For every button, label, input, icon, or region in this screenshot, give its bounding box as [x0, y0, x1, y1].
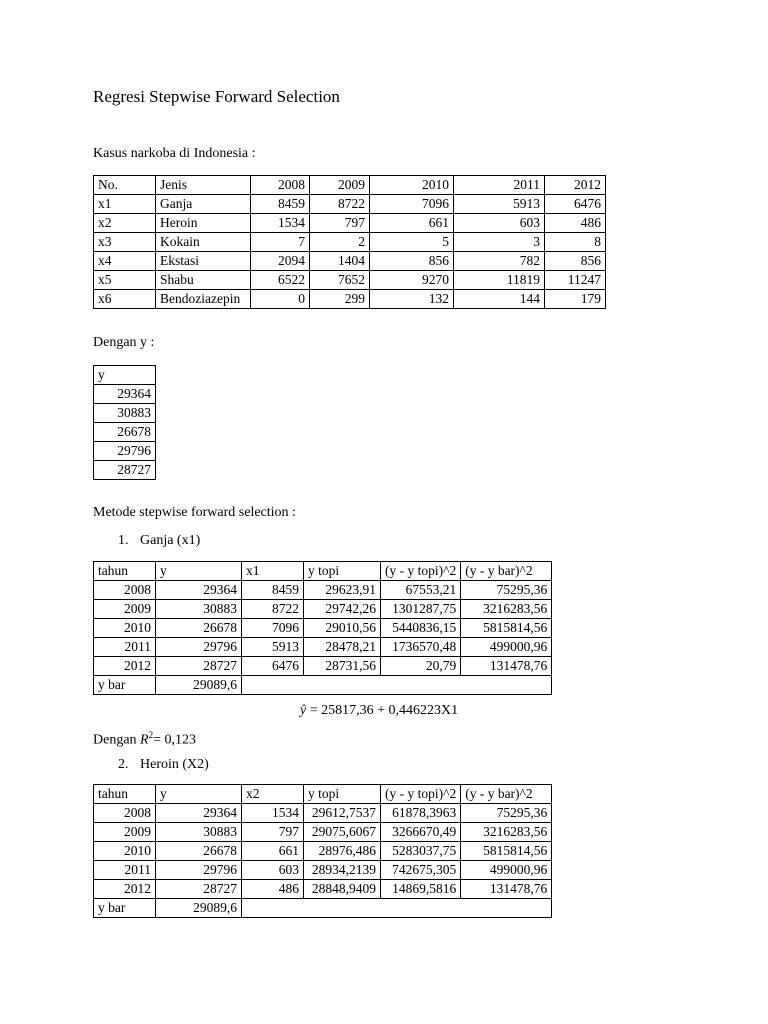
table-row	[94, 385, 156, 404]
table-cell: 30883	[94, 404, 156, 423]
table-cell: 3216283,56	[461, 823, 552, 842]
table-header-row	[94, 366, 156, 385]
table-header-row	[94, 562, 552, 581]
table-cell: 29364	[156, 804, 242, 823]
table-cell: 131478,76	[461, 880, 552, 899]
table-cell: 7096	[370, 195, 454, 214]
column-header: y	[94, 366, 156, 385]
table-cell: x6	[94, 290, 156, 309]
table-cell: 26678	[94, 423, 156, 442]
drug-cases-table	[93, 175, 606, 309]
r2-value: = 0,123	[153, 732, 197, 748]
table-row	[94, 271, 606, 290]
table-cell: 29796	[94, 442, 156, 461]
page-title: Regresi Stepwise Forward Selection	[93, 87, 340, 106]
table-cell: 0	[251, 290, 310, 309]
table-cell: 6476	[545, 195, 606, 214]
table-cell: 132	[370, 290, 454, 309]
table-cell: 28976,486	[304, 842, 381, 861]
table-cell: 8722	[310, 195, 370, 214]
table-row	[94, 600, 552, 619]
table-cell: 29742,26	[304, 600, 381, 619]
table-cell: 2	[310, 233, 370, 252]
table-cell: 499000,96	[461, 638, 552, 657]
table-cell: 144	[454, 290, 545, 309]
table-cell: x4	[94, 252, 156, 271]
table-cell: 5440836,15	[381, 619, 461, 638]
column-header: tahun	[94, 562, 156, 581]
table-row	[94, 423, 156, 442]
table-cell: 29796	[156, 638, 242, 657]
column-header: (y - y topi)^2	[381, 785, 461, 804]
table-cell: 1534	[242, 804, 304, 823]
column-header: x1	[242, 562, 304, 581]
table-row	[94, 461, 156, 480]
table-cell: 8722	[242, 600, 304, 619]
table-cell: 29612,7537	[304, 804, 381, 823]
table-cell: 26678	[156, 619, 242, 638]
table-cell: 856	[545, 252, 606, 271]
table-cell: 28848,9409	[304, 880, 381, 899]
table-cell: x2	[94, 214, 156, 233]
r2-symbol: R	[140, 732, 149, 748]
table-cell: 131478,76	[461, 657, 552, 676]
column-header: x2	[242, 785, 304, 804]
table-cell: 29364	[94, 385, 156, 404]
table-cell: 9270	[370, 271, 454, 290]
empty-cell	[242, 899, 552, 918]
table-cell: 6476	[242, 657, 304, 676]
table-cell: 5283037,75	[381, 842, 461, 861]
table-cell: 5	[370, 233, 454, 252]
column-header: 2012	[545, 176, 606, 195]
r2-prefix: Dengan	[93, 732, 137, 748]
table-cell: 603	[242, 861, 304, 880]
table-row	[94, 823, 552, 842]
table-cell: 28934,2139	[304, 861, 381, 880]
step1-regression-table	[93, 561, 552, 695]
table-row	[94, 442, 156, 461]
table-cell: 5815814,56	[461, 842, 552, 861]
table-cell: 8459	[251, 195, 310, 214]
table-cell: 28727	[94, 461, 156, 480]
y-label: Dengan y :	[93, 335, 155, 350]
table-cell: 11247	[545, 271, 606, 290]
table-cell: Shabu	[156, 271, 251, 290]
table-cell: 856	[370, 252, 454, 271]
table-cell: 486	[242, 880, 304, 899]
ybar-value: 29089,6	[156, 899, 242, 918]
table-cell: Heroin	[156, 214, 251, 233]
step2-number: 2.	[118, 757, 129, 772]
table-cell: 75295,36	[461, 804, 552, 823]
empty-cell	[242, 676, 552, 695]
table-cell: 1404	[310, 252, 370, 271]
column-header: 2009	[310, 176, 370, 195]
table-cell: 5913	[242, 638, 304, 657]
table-row	[94, 638, 552, 657]
table-row	[94, 233, 606, 252]
y-values-table	[93, 365, 156, 480]
table-cell: 28731,56	[304, 657, 381, 676]
table-cell: x3	[94, 233, 156, 252]
table-cell: 29010,56	[304, 619, 381, 638]
table-cell: 29364	[156, 581, 242, 600]
table-cell: 3216283,56	[461, 600, 552, 619]
table-cell: 8	[545, 233, 606, 252]
table-cell: 661	[242, 842, 304, 861]
table-cell: 499000,96	[461, 861, 552, 880]
column-header: Jenis	[156, 176, 251, 195]
ybar-label: y bar	[94, 899, 156, 918]
table-cell: Ganja	[156, 195, 251, 214]
table-cell: 742675,305	[381, 861, 461, 880]
table-cell: 2011	[94, 638, 156, 657]
table-cell: 29623,91	[304, 581, 381, 600]
table-cell: 2010	[94, 842, 156, 861]
equation-rhs: = 25817,36 + 0,446223X1	[309, 703, 459, 718]
table-cell: 3	[454, 233, 545, 252]
y-hat-symbol: ŷ	[300, 703, 307, 718]
r2-exponent: 2	[148, 730, 154, 740]
column-header: y topi	[304, 562, 381, 581]
table-cell: Ekstasi	[156, 252, 251, 271]
table-row	[94, 195, 606, 214]
table-cell: 2009	[94, 600, 156, 619]
ybar-label: y bar	[94, 676, 156, 695]
table-cell: 797	[242, 823, 304, 842]
table-row	[94, 804, 552, 823]
column-header: tahun	[94, 785, 156, 804]
table-cell: 5815814,56	[461, 619, 552, 638]
table-cell: 2094	[251, 252, 310, 271]
table-cell: 603	[454, 214, 545, 233]
column-header: y	[156, 562, 242, 581]
table-row	[94, 290, 606, 309]
table-cell: 28478,21	[304, 638, 381, 657]
table-cell: x1	[94, 195, 156, 214]
table-cell: 28727	[156, 657, 242, 676]
table-cell: 797	[310, 214, 370, 233]
column-header: y	[156, 785, 242, 804]
step2-label: Heroin (X2)	[140, 757, 209, 772]
table-cell: 486	[545, 214, 606, 233]
column-header: 2010	[370, 176, 454, 195]
step1-number: 1.	[118, 533, 129, 548]
table-cell: x5	[94, 271, 156, 290]
step1-equation	[300, 703, 458, 719]
table-cell: 7096	[242, 619, 304, 638]
table-cell: Kokain	[156, 233, 251, 252]
table-cell: 1534	[251, 214, 310, 233]
column-header: (y - y bar)^2	[461, 785, 552, 804]
table-row	[94, 880, 552, 899]
ybar-row	[94, 676, 552, 695]
column-header: No.	[94, 176, 156, 195]
table-cell: 7652	[310, 271, 370, 290]
table-cell: 2008	[94, 581, 156, 600]
table-cell: 2010	[94, 619, 156, 638]
step1-label: Ganja (x1)	[140, 533, 201, 548]
table-cell: 2012	[94, 880, 156, 899]
table-cell: 179	[545, 290, 606, 309]
table-row	[94, 619, 552, 638]
table-row	[94, 861, 552, 880]
column-header: (y - y bar)^2	[461, 562, 552, 581]
table-cell: 29796	[156, 861, 242, 880]
column-header: y topi	[304, 785, 381, 804]
step1-r-squared	[93, 730, 196, 749]
table-row	[94, 842, 552, 861]
table-cell: 11819	[454, 271, 545, 290]
table-cell: 14869,5816	[381, 880, 461, 899]
table-cell: 30883	[156, 823, 242, 842]
table-cell: 28727	[156, 880, 242, 899]
table-cell: 2012	[94, 657, 156, 676]
table-cell: 8459	[242, 581, 304, 600]
table-cell: 661	[370, 214, 454, 233]
table-header-row	[94, 176, 606, 195]
table-row	[94, 581, 552, 600]
table-cell: 20,79	[381, 657, 461, 676]
table-row	[94, 404, 156, 423]
table-row	[94, 214, 606, 233]
table-cell: 6522	[251, 271, 310, 290]
ybar-row	[94, 899, 552, 918]
column-header: (y - y topi)^2	[381, 562, 461, 581]
table-cell: 5913	[454, 195, 545, 214]
table-cell: 26678	[156, 842, 242, 861]
step2-regression-table	[93, 784, 552, 918]
intro-text: Kasus narkoba di Indonesia :	[93, 146, 256, 161]
table-cell: 29075,6067	[304, 823, 381, 842]
table-cell: 1301287,75	[381, 600, 461, 619]
table-cell: 782	[454, 252, 545, 271]
table-cell: 7	[251, 233, 310, 252]
table-cell: 75295,36	[461, 581, 552, 600]
table-cell: 2009	[94, 823, 156, 842]
method-heading: Metode stepwise forward selection :	[93, 505, 296, 520]
column-header: 2008	[251, 176, 310, 195]
table-cell: 3266670,49	[381, 823, 461, 842]
ybar-value: 29089,6	[156, 676, 242, 695]
table-cell: 61878,3963	[381, 804, 461, 823]
table-cell: 1736570,48	[381, 638, 461, 657]
table-row	[94, 252, 606, 271]
table-header-row	[94, 785, 552, 804]
table-cell: 299	[310, 290, 370, 309]
table-cell: 67553,21	[381, 581, 461, 600]
table-row	[94, 657, 552, 676]
column-header: 2011	[454, 176, 545, 195]
table-cell: Bendoziazepin	[156, 290, 251, 309]
table-cell: 2011	[94, 861, 156, 880]
table-cell: 30883	[156, 600, 242, 619]
table-cell: 2008	[94, 804, 156, 823]
